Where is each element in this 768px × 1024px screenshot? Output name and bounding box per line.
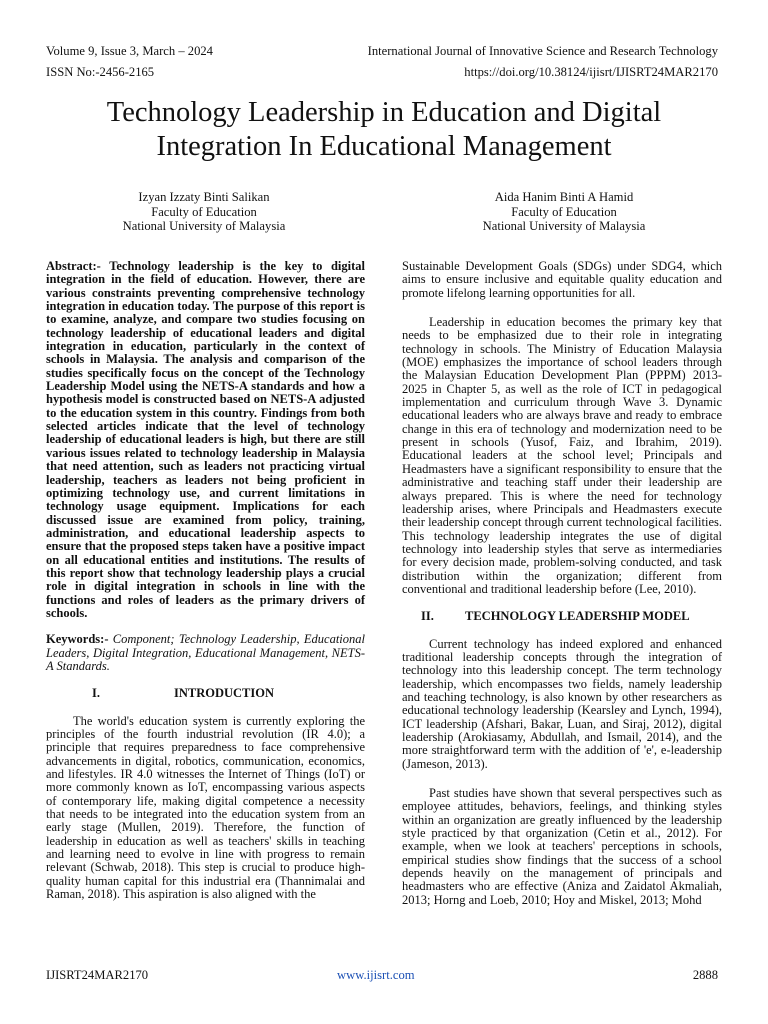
section-number: II. (421, 609, 434, 624)
keywords-text: Component; Technology Leadership, Educational Leaders, Digital Integration, Educational Management, NETS-A Standards. (46, 632, 365, 673)
title-line-1: Technology Leadership in Education and Digital (106, 97, 662, 128)
intro-paragraph-2: Leadership in education becomes the primary key that needs to be emphasized due to their role in integrating technology in schools. The Ministry of Education Malaysia (MOE) emphasizes the importance of school leaders through the Malaysian Education Development Plan (PPPM) 2013-2025 in Chapter 5, as well as the role of ICT in pedagogical implementation and curriculum through Wave 3. Dynamic educational leaders who are always brave and ready to embrace change in this era of technology and modernization need to be present in schools (Yusof, Faiz, and Ibrahim, 2019). Educational leaders at the school level; Principals and Headmasters have a significant responsibility to ensure that the administrative and teaching staff under their leadership are always prepared. This is where the need for technology leadership arises, where Principals and Headmasters execute their leadership concept through current technological facilities. This technology leadership integrates the use of digital technology into leadership styles that serve as intermediaries for every decision made, problem-solving conducted, and task distribution within the organization; different from conventional and traditional leadership before (Lee, 2010). (402, 315, 722, 596)
abstract-label: Abstract:- (46, 259, 101, 273)
section-2-heading (402, 610, 722, 623)
title-line-2: Integration In Educational Management (156, 131, 612, 162)
section-title: TECHNOLOGY LEADERSHIP MODEL (465, 609, 690, 624)
author-name: Izyan Izzaty Binti Salikan (138, 190, 270, 204)
model-paragraph-1: Current technology has indeed explored and enhanced traditional leadership concepts through the integration of technology into this leadership concept. The term technology leadership, which encompasses two fields, namely leadership and teaching technology, is also known by other researchers as educational technology leadership (Kearsley and Lynch, 1994), ICT leadership (Afshari, Bakar, Luan, and Siraj, 2012), digital leadership (Arokiasamy, Abdullah, and Ismail, 2014), and the more straightforward term with the addition of 'e', e-leadership (Jameson, 2013). (402, 636, 722, 771)
right-column (402, 260, 722, 907)
author-faculty: Faculty of Education (511, 204, 617, 219)
author-university: National University of Malaysia (482, 219, 646, 234)
author-university: National University of Malaysia (122, 219, 286, 234)
abstract (46, 260, 365, 620)
keywords-label: Keywords:- (46, 632, 109, 647)
section-title: INTRODUCTION (174, 686, 275, 701)
left-column (46, 260, 365, 901)
footer-code: IJISRT24MAR2170 (46, 968, 149, 982)
intro-paragraph-1-continued: Sustainable Development Goals (SDGs) under SDG4, which aims to ensure inclusive and equitable quality education and promote lifelong learning opportunities for all. (402, 259, 722, 300)
intro-paragraph-1: The world's education system is currently exploring the principles of the fourth industrial revolution (IR 4.0); a principle that requires preparedness to face comprehensive advancements in digital, robotics, communication, economics, and lifestyles. IR 4.0 witnesses the Internet of Things (IoT) or more commonly known as IoT, encompassing various aspects of contemporary life, making digital competence a necessity that needs to be integrated into the education system from an early stage (Mullen, 2019). Therefore, the function of leadership in education as well as teachers' skills in teaching and learning need to evolve in line with progress to remain relevant (Schwab, 2018). This step is crucial to produce high-quality human capital for this industrial era (Thannimalai and Raman, 2018). This aspiration is also aligned with the (46, 713, 365, 902)
author-2 (434, 190, 694, 234)
section-number: I. (92, 686, 100, 701)
issn: ISSN No:-2456-2165 (46, 65, 155, 79)
paper-title (0, 96, 768, 164)
author-name: Aida Hanim Binti A Hamid (494, 190, 634, 204)
section-1-heading (46, 687, 365, 700)
keywords (46, 633, 365, 673)
page-number: 2888 (692, 968, 718, 982)
model-paragraph-2: Past studies have shown that several perspectives such as employee attitudes, behaviors, feelings, and thinking styles within an organization are greatly influenced by the leadership style practiced by that organization (Cetin et al., 2012). For example, when we look at teachers' perceptions in schools, empirical studies show findings that the success of a school depends heavily on the management of principals and headmasters who are effective (Aniza and Zaidatol Akmaliah, 2013; Horng and Loeb, 2010; Hoy and Miskel, 2013; Mohd (402, 786, 722, 907)
author-1 (74, 190, 334, 234)
footer-site-link[interactable]: www.ijisrt.com (337, 968, 415, 982)
doi-link[interactable]: https://doi.org/10.38124/ijisrt/IJISRT24MAR2170 (464, 65, 718, 79)
volume-info: Volume 9, Issue 3, March – 2024 (46, 44, 213, 58)
abstract-text: Technology leadership is the key to digital integration in the field of education. However, there are various constraints preventing comprehensive technology integration in education today. The purpose of this report is to examine, analyze, and compare two studies focusing on technology leadership of educational leaders and digital integration in education, particularly in the context of schools in Malaysia. The analysis and comparison of the studies specifically focus on the concept of the Technology Leadership Model using the NETS-A standards and how a hypothesis model is constructed based on NETS-A adjusted to the education system in this country. Findings from both selected articles indicate that the level of technology leadership of educational leaders is high, but there are still various issues related to technology leadership in Malaysia that need attention, such as leaders not practicing virtual leadership, teachers as leaders not being proficient in optimizing technology use, and current limitations in technology usage equipment. Implications for each discussed issue are examined from policy, training, administration, and educational leadership aspects to ensure that the proposed steps taken have a positive impact on all educational entities and institutions. The results of this report show that technology leadership plays a crucial role in digital integration in schools in line with the functions and roles of leaders as the primary drivers of schools. (46, 259, 365, 620)
journal-name: International Journal of Innovative Science and Research Technology (367, 44, 718, 58)
author-faculty: Faculty of Education (151, 204, 257, 219)
